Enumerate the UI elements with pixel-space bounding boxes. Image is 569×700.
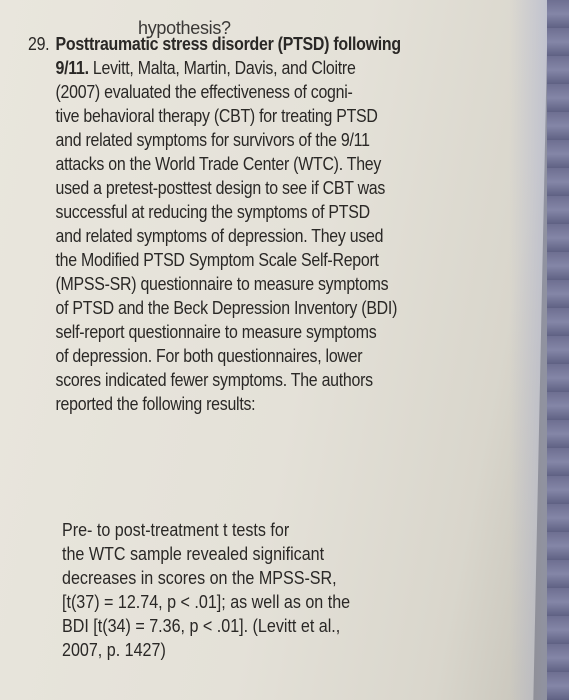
problem-title-part2: 9/11.	[55, 57, 89, 78]
problem-line: (2007) evaluated the effectiveness of cogni-	[55, 81, 353, 102]
problem-number: 29.	[28, 33, 50, 54]
quote-line: Pre- to post-treatment t tests for	[62, 519, 290, 540]
problem-line: attacks on the World Trade Center (WTC). They	[55, 153, 382, 174]
problem-paragraph	[28, 32, 467, 416]
problem-line: (MPSS-SR) questionnaire to measure symptoms	[55, 273, 389, 294]
quote-line: decreases in scores on the MPSS-SR,	[62, 567, 337, 588]
header-fragment: hypothesis?	[138, 18, 231, 38]
problem-line: reported the following results:	[55, 393, 256, 414]
quote-line: BDI [t(34) = 7.36, p < .01]. (Levitt et al.,	[62, 615, 341, 636]
problem-first-line	[28, 32, 467, 56]
quote-line: 2007, p. 1427)	[62, 639, 166, 660]
problem-line: scores indicated fewer symptoms. The authors	[55, 369, 373, 390]
problem-second-line	[28, 56, 467, 80]
problem-line: tive behavioral therapy (CBT) for treating PTSD	[55, 105, 378, 126]
problem-line: used a pretest-posttest design to see if CBT was	[55, 177, 386, 198]
quote-line: the WTC sample revealed significant	[62, 543, 325, 564]
problem-title-part1: Posttraumatic stress disorder (PTSD) following	[55, 33, 401, 54]
problem-line: and related symptoms for survivors of the 9/11	[55, 129, 370, 150]
problem-line: and related symptoms of depression. They used	[55, 225, 384, 246]
problem-line: self-report questionnaire to measure symptoms	[55, 321, 377, 342]
quoted-results	[62, 518, 400, 662]
quote-paragraph	[62, 518, 401, 662]
problem-line: the Modified PTSD Symptom Scale Self-Report	[55, 249, 379, 270]
quote-line: [t(37) = 12.74, p < .01]; as well as on the	[62, 591, 351, 612]
problem-line: successful at reducing the symptoms of PTSD	[55, 201, 370, 222]
problem-line: of PTSD and the Beck Depression Inventory (BDI)	[55, 297, 398, 318]
problem-line: of depression. For both questionnaires, lower	[55, 345, 363, 366]
background-fabric	[547, 0, 569, 700]
problem-text	[28, 18, 468, 416]
problem-line-0: Levitt, Malta, Martin, Davis, and Cloitre	[92, 57, 356, 78]
